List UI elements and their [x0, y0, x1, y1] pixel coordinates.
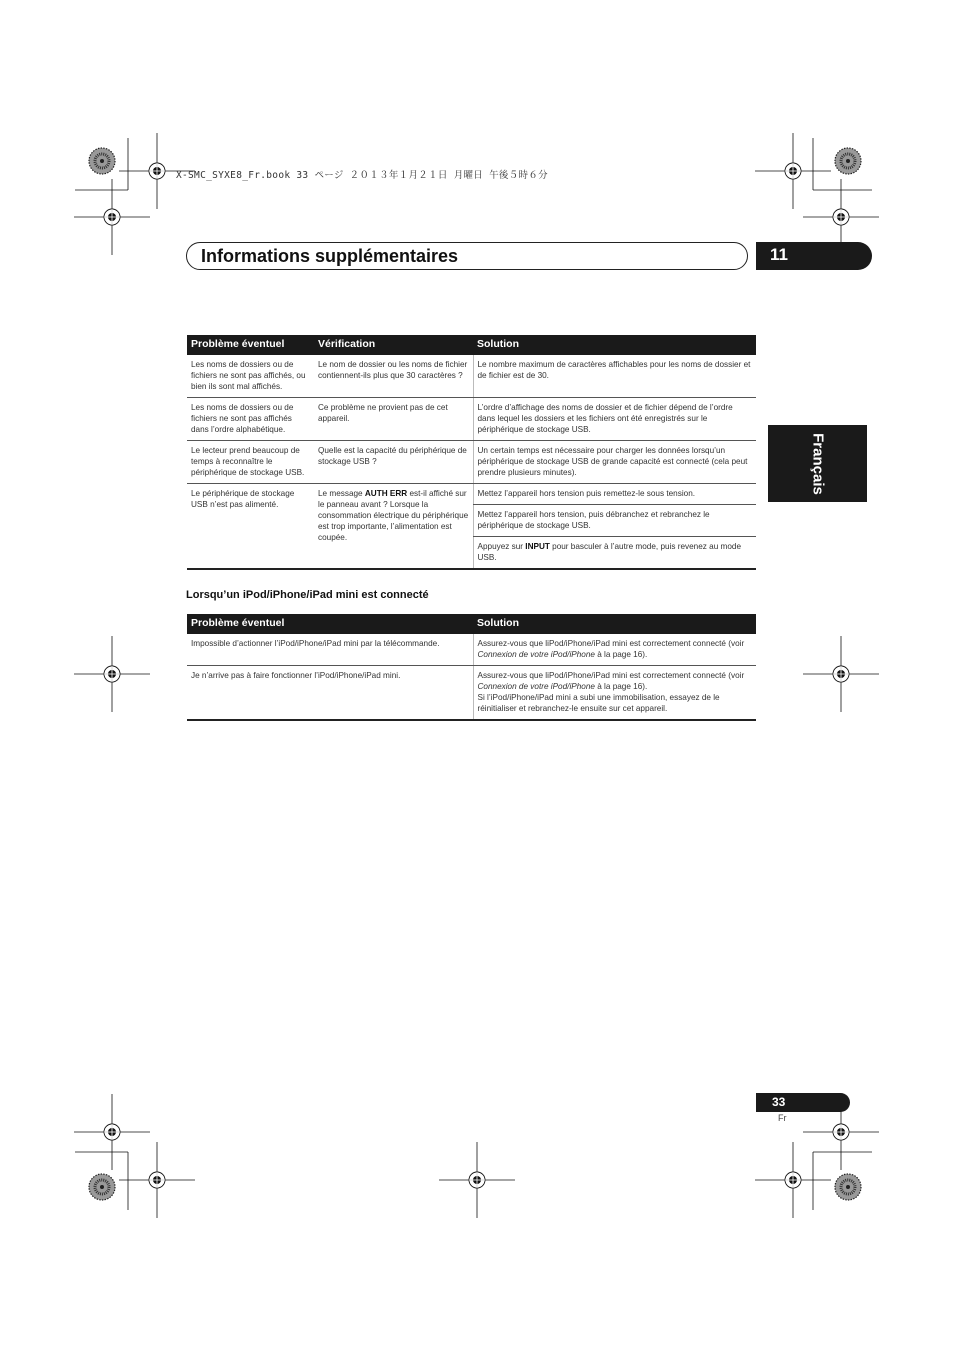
solution-cell [473, 537, 756, 570]
solution-cell [473, 634, 756, 666]
page-number-badge [756, 1093, 850, 1112]
problem-cell: Les noms de dossiers ou de fichiers ne sont pas affichés dans l’ordre alphabétique. [187, 398, 314, 441]
col-header-solution: Solution [473, 335, 756, 355]
solution-text-post: à la page 16). [594, 682, 648, 691]
solution-cell: Un certain temps est nécessaire pour charger les données lorsqu’un périphérique de stockage USB de grande capacité est connecté (cela peut prendre plusieurs minutes). [473, 441, 756, 484]
auth-err-message: AUTH ERR [364, 489, 408, 498]
col-header-problem: Problème éventuel [187, 335, 314, 355]
solution-cell: Mettez l’appareil hors tension puis remettez-le sous tension. [473, 484, 756, 505]
table-row [187, 634, 756, 666]
problem-cell: Le périphérique de stockage USB n’est pas alimenté. [187, 484, 314, 570]
problem-cell: Les noms de dossiers ou de fichiers ne sont pas affichés, ou bien ils sont mal affichés. [187, 355, 314, 398]
chapter-number: 11 [770, 245, 788, 264]
check-text-pre: Le message [318, 489, 365, 498]
problem-cell: Le lecteur prend beaucoup de temps à reconnaître le périphérique de stockage USB. [187, 441, 314, 484]
check-cell [314, 484, 473, 570]
table-header-row [187, 335, 756, 355]
section-heading-ipod: Lorsqu’un iPod/iPhone/iPad mini est connecté [186, 589, 429, 601]
solution-cell: Mettez l’appareil hors tension, puis débranchez et rebranchez le périphérique de stockage USB. [473, 505, 756, 537]
troubleshooting-table-usb [187, 335, 756, 570]
troubleshooting-table-ipod [187, 614, 756, 721]
solution-text-pre: Appuyez sur [477, 542, 526, 551]
page-title: Informations supplémentaires [201, 246, 459, 266]
problem-cell: Impossible d’actionner l’iPod/iPhone/iPad mini par la télécommande. [187, 634, 473, 666]
chapter-badge [756, 242, 872, 270]
table-row [187, 355, 756, 398]
table-row [187, 441, 756, 484]
language-code: Fr [778, 1113, 787, 1123]
problem-cell: Je n’arrive pas à faire fonctionner l’iPod/iPhone/iPad mini. [187, 666, 473, 721]
table-header-row [187, 614, 756, 634]
check-cell: Quelle est la capacité du périphérique de stockage USB ? [314, 441, 473, 484]
solution-cell [473, 666, 756, 721]
col-header-solution: Solution [473, 614, 756, 634]
table-row [187, 666, 756, 721]
language-tab-label: Français [809, 432, 826, 495]
solution-text-post: pour basculer à l’autre mode, puis revenez au mode USB. [477, 542, 742, 562]
check-cell: Ce problème ne provient pas de cet appareil. [314, 398, 473, 441]
language-tab [768, 425, 867, 502]
page-number: 33 [772, 1095, 786, 1109]
print-header: X-SMC_SYXE8_Fr.book 33 ページ ２０１３年１月２１日 月曜日 午後５時６分 [176, 170, 548, 181]
solution-text-extra: Si l’iPod/iPhone/iPad mini a subi une immobilisation, essayez de le réinitialiser et rebranchez-le ensuite sur cet appareil. [477, 693, 720, 713]
check-text-post: est-il affiché sur le panneau avant ? Lorsque la consommation électrique du périphérique est trop importante, l’alimentation est coupée. [318, 489, 469, 542]
solution-text-pre: Assurez-vous que liPod/iPhone/iPad mini est correctement connecté (voir [477, 671, 745, 680]
table-row [187, 398, 756, 441]
solution-cell: Le nombre maximum de caractères affichables pour les noms de dossier et de fichier est de 30. [473, 355, 756, 398]
cross-reference: Connexion de votre iPod/iPhone [477, 650, 595, 659]
cross-reference: Connexion de votre iPod/iPhone [477, 682, 595, 691]
solution-text-pre: Assurez-vous que liPod/iPhone/iPad mini est correctement connecté (voir [477, 639, 745, 648]
solution-text-post: à la page 16). [594, 650, 648, 659]
table-row [187, 484, 756, 505]
solution-cell: L’ordre d’affichage des noms de dossier et de fichier dépend de l’ordre dans lequel les dossiers et les fichiers ont été enregistrés sur le périphérique de stockage USB. [473, 398, 756, 441]
check-cell: Le nom de dossier ou les noms de fichier contiennent-ils plus que 30 caractères ? [314, 355, 473, 398]
col-header-problem: Problème éventuel [187, 614, 473, 634]
input-key-label: INPUT [525, 542, 550, 551]
col-header-check: Vérification [314, 335, 473, 355]
